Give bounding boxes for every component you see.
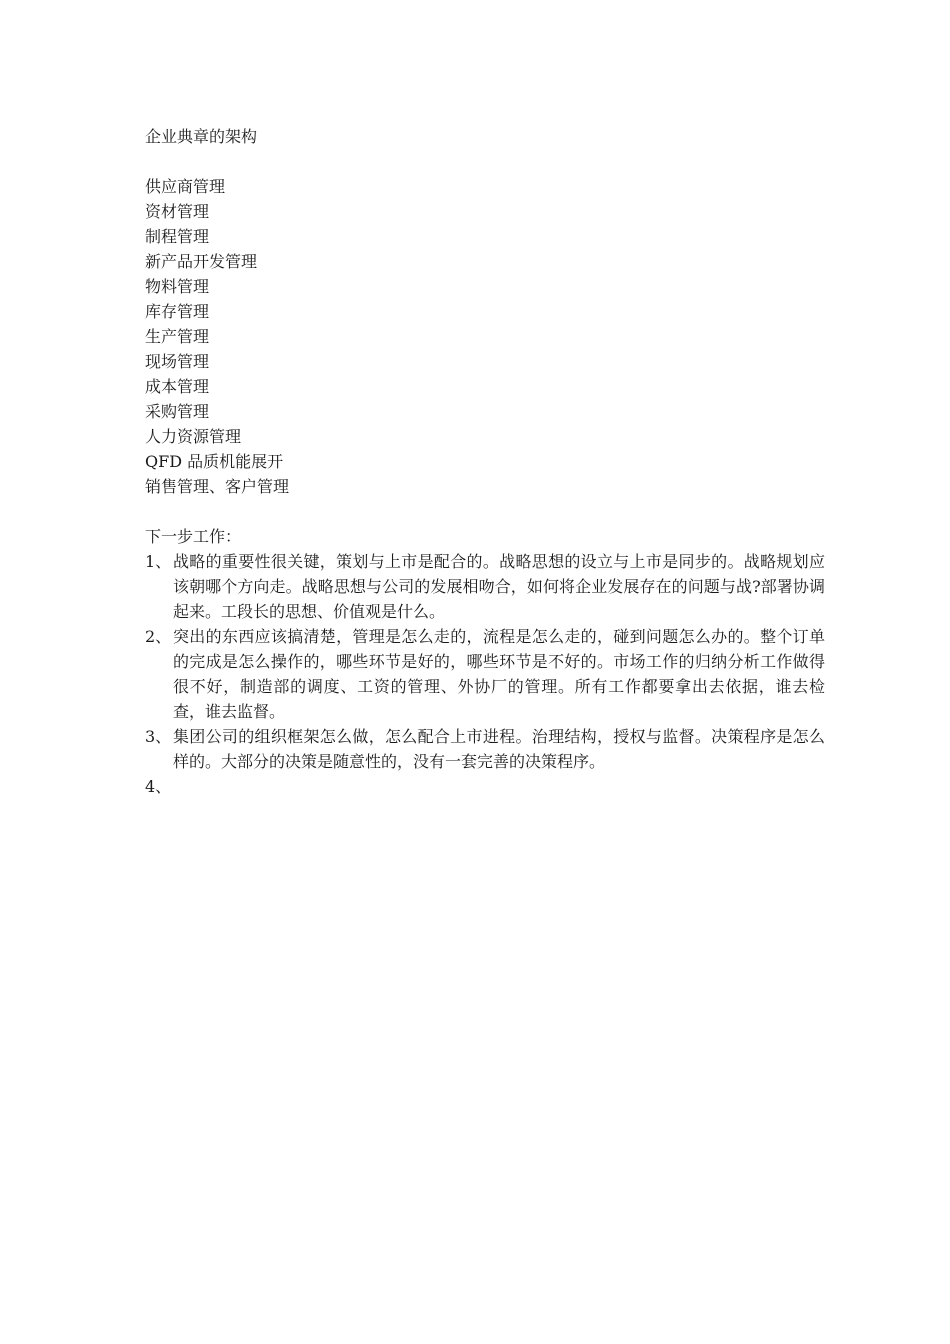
next-step-text: 突出的东西应该搞清楚，管理是怎么走的，流程是怎么走的，碰到问题怎么办的。整个订单的完成是怎么操作的，哪些环节是好的，哪些环节是不好的。市场工作的归纳分析工作做得很不好，制造部的调度、工资的管理、外协厂的管理。所有工作都要拿出去依据，谁去检查，谁去监督。 [173,627,825,721]
next-step-text: 战略的重要性很关键，策划与上市是配合的。战略思想的设立与上市是同步的。战略规划应该朝哪个方向走。战略思想与公司的发展相吻合，如何将企业发展存在的问题与战?部署协调起来。工段长的思想、价值观是什么。 [173,552,825,621]
list-item: 人力资源管理 [145,427,242,446]
next-step-item [145,724,825,774]
next-steps-heading: 下一步工作： [145,527,242,546]
list-item: 现场管理 [145,352,210,371]
list-item: 采购管理 [145,402,210,421]
list-item: 销售管理、客户管理 [145,477,290,496]
next-step-number: 4、 [145,777,172,796]
list-item: 成本管理 [145,377,210,396]
next-steps-list [145,549,825,799]
next-step-item [145,624,825,724]
list-item: 物料管理 [145,277,210,296]
list-item: 新产品开发管理 [145,252,258,271]
list-item: 资材管理 [145,202,210,221]
document-page [145,124,825,799]
next-step-text: 集团公司的组织框架怎么做，怎么配合上市进程。治理结构，授权与监督。决策程序是怎么样的。大部分的决策是随意性的，没有一套完善的决策程序。 [173,727,825,771]
management-list [145,174,825,499]
next-step-number: 2、 [145,627,172,646]
next-step-item [145,774,825,799]
next-step-text [173,774,825,799]
document-title: 企业典章的架构 [145,127,258,146]
list-item: QFD 品质机能展开 [145,452,284,471]
next-step-number: 1、 [145,552,172,571]
next-step-number: 3、 [145,727,172,746]
list-item: 制程管理 [145,227,210,246]
list-item: 生产管理 [145,327,210,346]
next-step-item [145,549,825,624]
list-item: 供应商管理 [145,177,226,196]
list-item: 库存管理 [145,302,210,321]
